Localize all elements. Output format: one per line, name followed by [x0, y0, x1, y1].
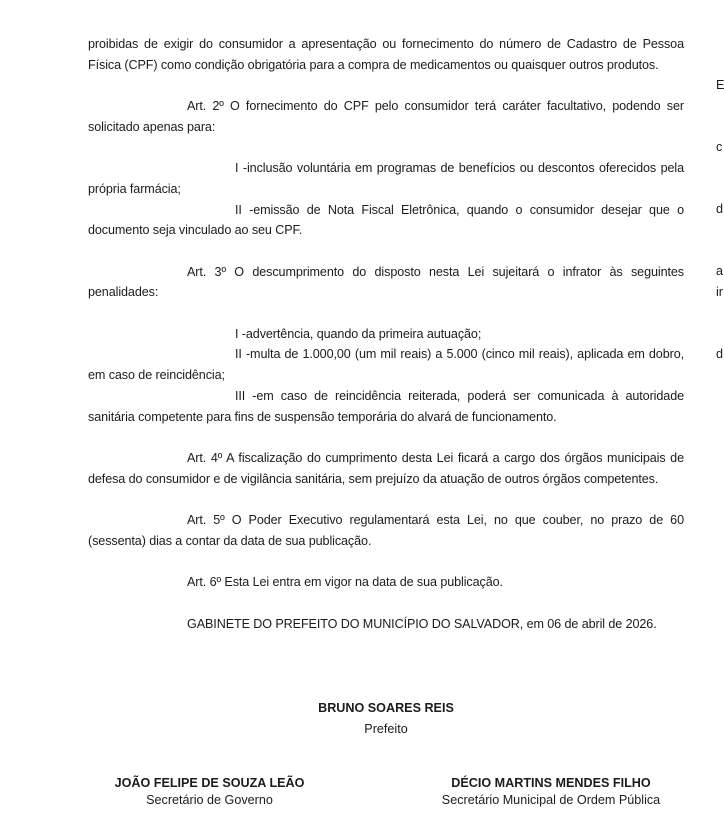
mayor-name: BRUNO SOARES REIS [318, 701, 454, 715]
article-3: Art. 3º O descumprimento do disposto nesta Lei sujeitará o infrator às seguintes penalidades: [88, 264, 684, 300]
spacer [88, 489, 684, 510]
spacer [88, 138, 684, 159]
spacer [88, 241, 684, 262]
law-document-body [88, 34, 684, 634]
spacer [88, 303, 684, 324]
article-6: Art. 6º Esta Lei entra em vigor na data de sua publicação. [187, 575, 503, 590]
mayor-signature [88, 698, 684, 740]
edge-fragment: d [716, 202, 724, 216]
signature-left [88, 775, 331, 809]
spacer [88, 75, 684, 96]
edge-fragment: E [716, 78, 724, 92]
signatory-right-role: Secretário Municipal de Ordem Pública [441, 793, 661, 807]
article-2-item-1: I -inclusão voluntária em programas de benefícios ou descontos oferecidos pela própria farmácia; [88, 161, 684, 196]
article-3-item-1: I -advertência, quando da primeira autuação; [235, 326, 482, 341]
article-2-item-2: II -emissão de Nota Fiscal Eletrônica, quando o consumidor desejar que o documento seja vinculado ao seu CPF. [88, 202, 684, 238]
article-3-item-2: II -multa de 1.000,00 (um mil reais) a 5.000 (cinco mil reais), aplicada em dobro, em caso de reincidência; [88, 347, 684, 383]
closing-statement: GABINETE DO PREFEITO DO MUNICÍPIO DO SALVADOR, em 06 de abril de 2026. [187, 616, 657, 631]
continuation-paragraph: proibidas de exigir do consumidor a apresentação ou fornecimento do número de Cadastro de Pessoa Física (CPF) como condição obrigatória para a compra de medicamentos ou quaisquer outros produtos. [88, 37, 684, 72]
spacer [88, 551, 684, 572]
signatory-left-role: Secretário de Governo [146, 793, 273, 807]
article-5: Art. 5º O Poder Executivo regulamentará esta Lei, no que couber, no prazo de 60 (sessenta) dias a contar da data de sua publicação. [88, 513, 684, 548]
article-3-item-3: III -em caso de reincidência reiterada, poderá ser comunicada à autoridade sanitária competente para fins de suspensão temporária do alvará de funcionamento. [88, 388, 684, 424]
adjacent-page-edge [716, 0, 724, 826]
article-2: Art. 2º O fornecimento do CPF pelo consumidor terá caráter facultativo, podendo ser solicitado apenas para: [88, 99, 684, 134]
edge-fragment: d [716, 347, 724, 361]
mayor-role: Prefeito [364, 722, 408, 736]
spacer [88, 427, 684, 448]
edge-fragment: ir [716, 285, 723, 299]
spacer [88, 593, 684, 614]
signatory-left-name: JOÃO FELIPE DE SOUZA LEÃO [114, 776, 305, 790]
signature-right [417, 775, 685, 809]
edge-fragment: c [716, 140, 723, 154]
article-4: Art. 4º A fiscalização do cumprimento desta Lei ficará a cargo dos órgãos municipais de defesa do consumidor e de vigilância sanitária, sem prejuízo da atuação de outros órgãos competentes. [88, 450, 684, 486]
signatory-right-name: DÉCIO MARTINS MENDES FILHO [451, 776, 651, 790]
edge-fragment: a [716, 264, 724, 278]
